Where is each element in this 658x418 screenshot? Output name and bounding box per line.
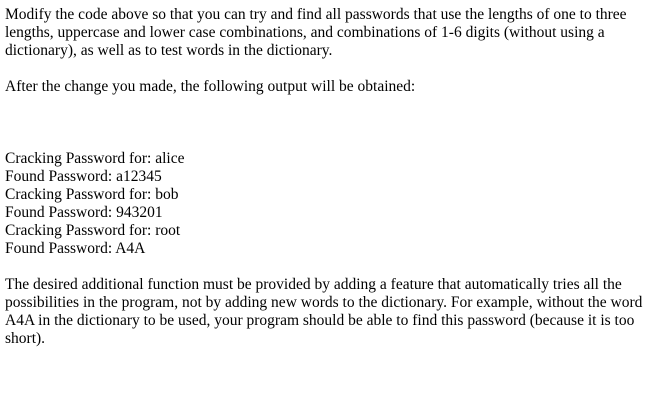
intro-paragraph: Modify the code above so that you can try and find all passwords that use the lengths of one to three lengths, uppercase and lower case combinations, and combinations of 1-6 digits (without using a dictionary), as well as to test words in the dictionary. (5, 6, 627, 59)
closing-paragraph: The desired additional function must be provided by adding a feature that automatically tries all the possibilities in the program, not by adding new words to the dictionary. For example, without the word A4A in the dictionary to be used, your program should be able to find this password (because it is too short). (5, 276, 643, 347)
output-line: Found Password: a12345 (5, 168, 162, 185)
output-line: Found Password: 943201 (5, 204, 163, 221)
output-line: Cracking Password for: alice (5, 150, 185, 167)
document-page (5, 6, 650, 348)
output-line: Cracking Password for: bob (5, 186, 179, 203)
output-line: Cracking Password for: root (5, 222, 181, 239)
output-intro-paragraph: After the change you made, the following output will be obtained: (5, 78, 416, 95)
output-line: Found Password: A4A (5, 240, 146, 257)
sample-output (5, 150, 650, 258)
